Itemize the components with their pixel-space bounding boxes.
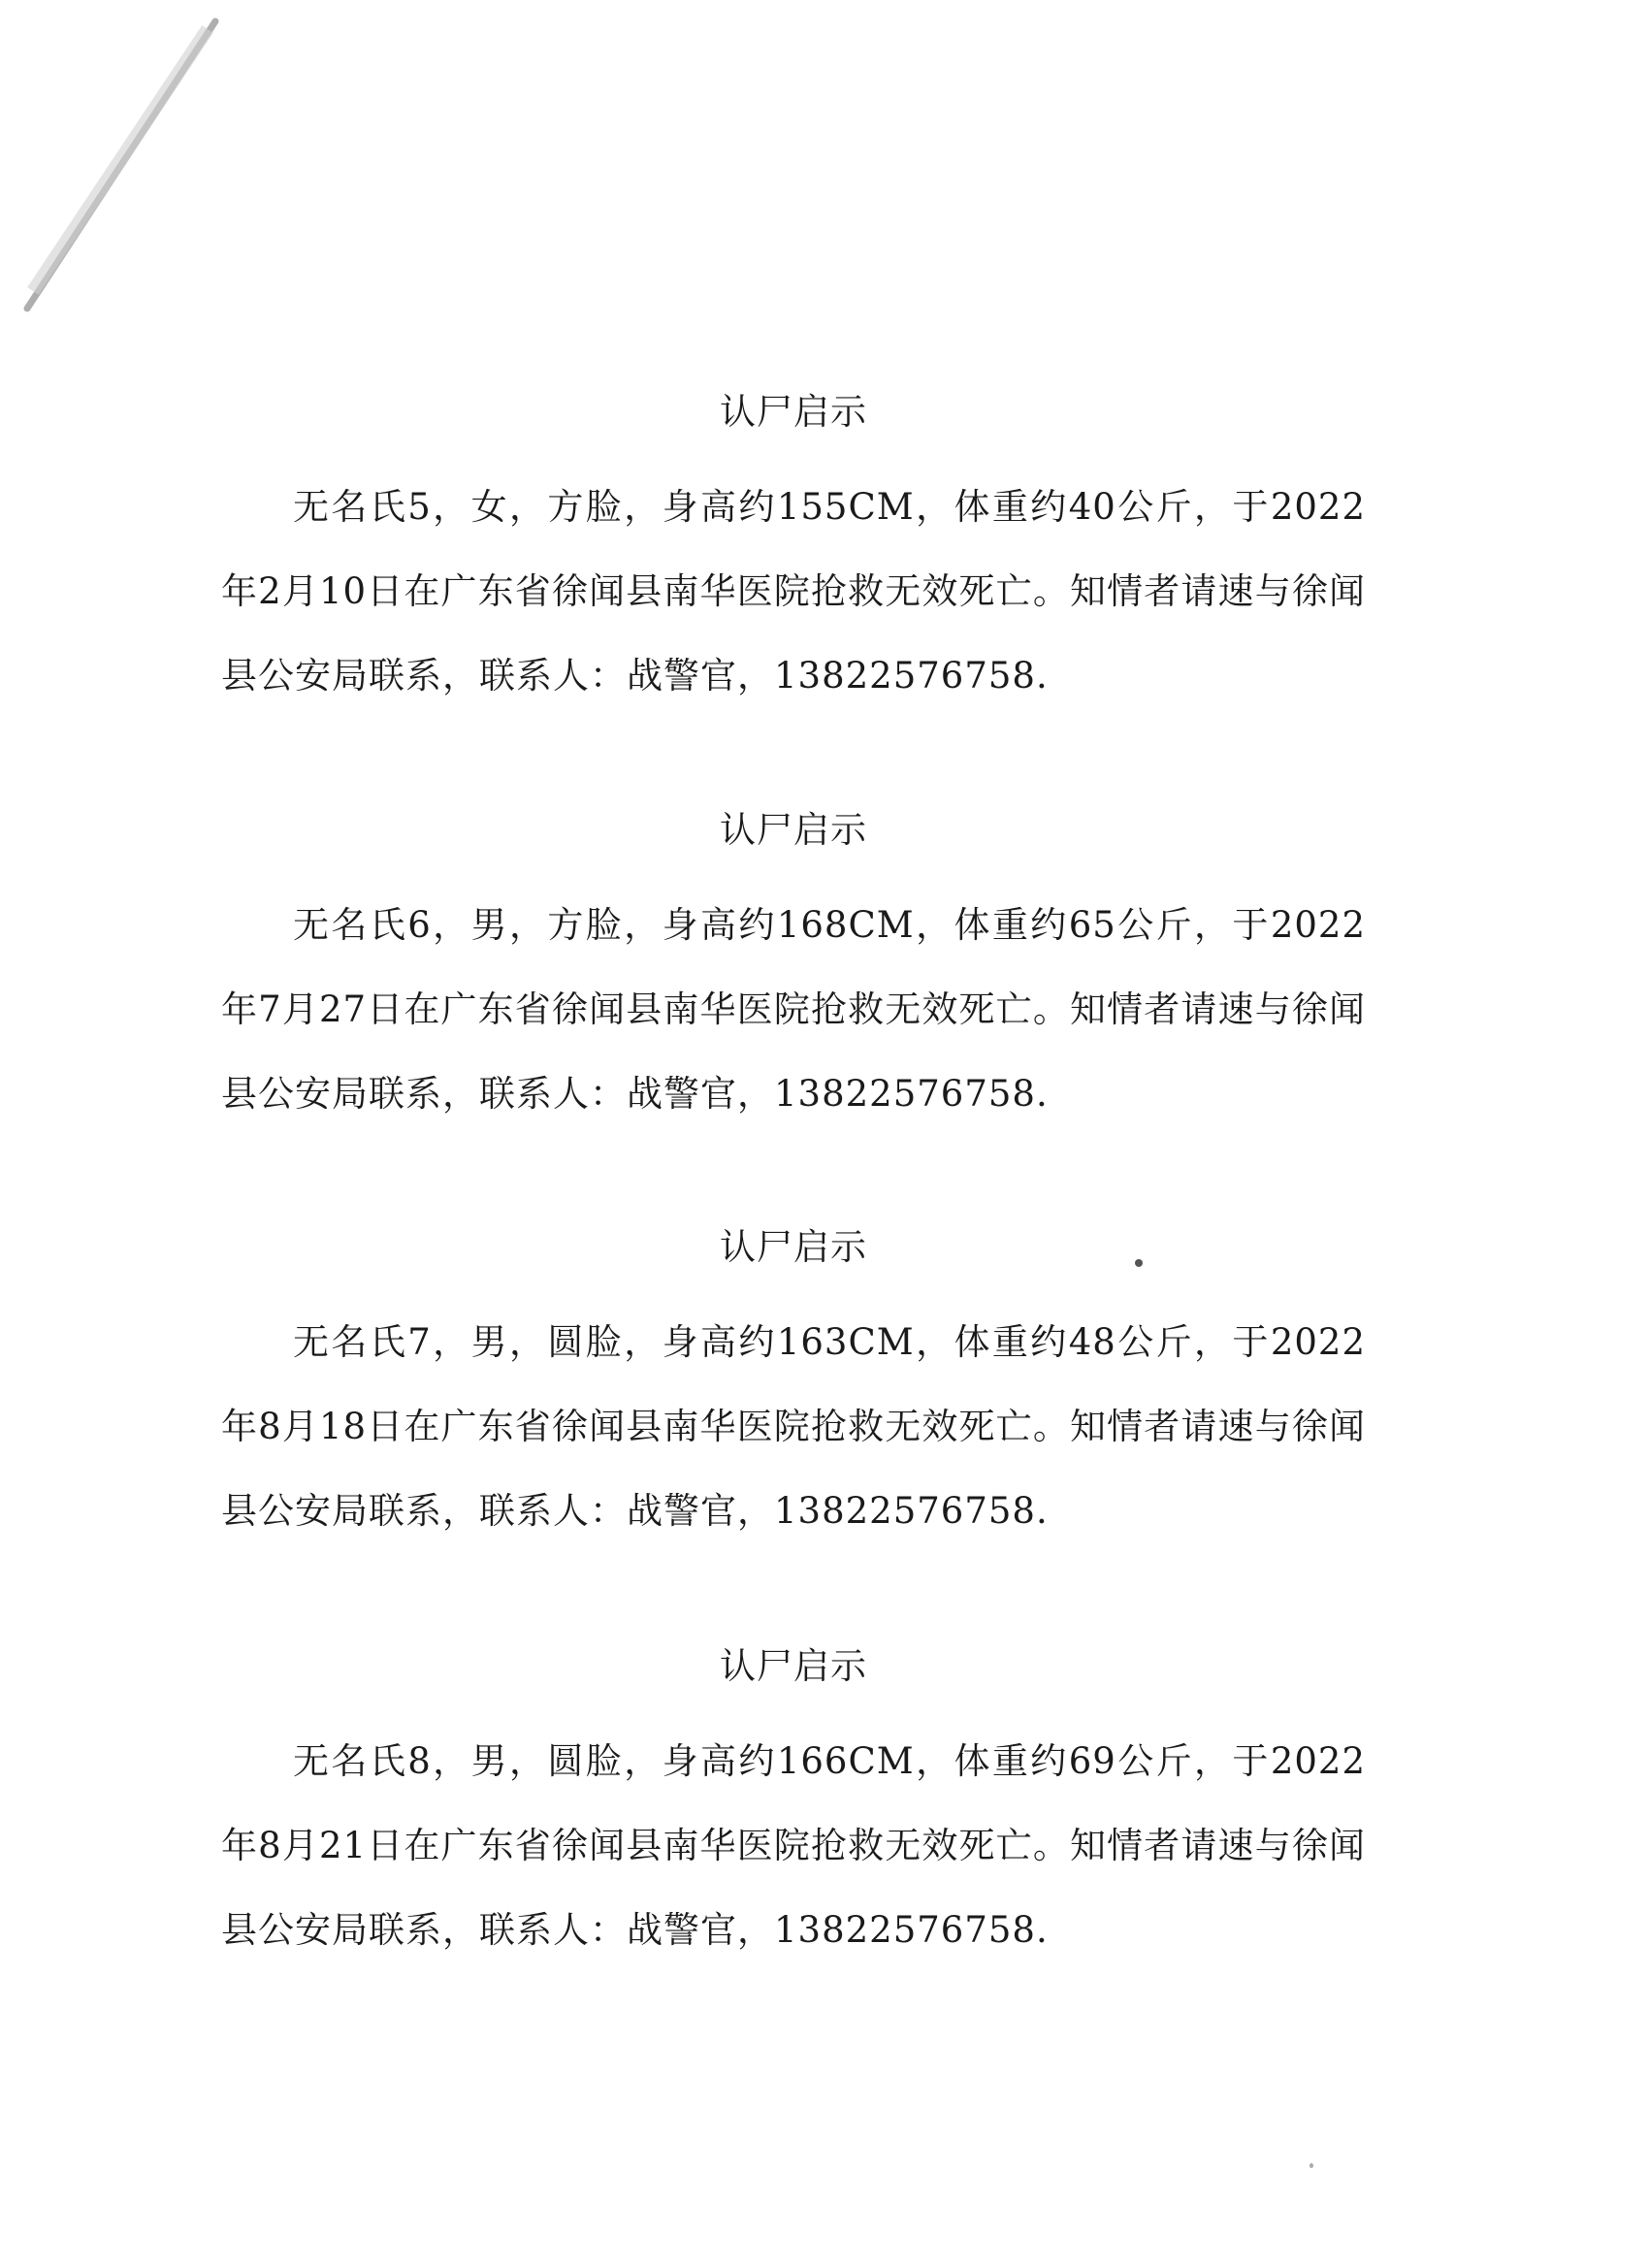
scan-speck (1310, 2163, 1313, 2168)
notice-2 (221, 801, 1366, 1136)
notice-body: 无名氏8，男，圆脸，身高约166CM，体重约69公斤，于2022年8月21日在广东省徐闻县南华医院抢救无效死亡。知情者请速与徐闻县公安局联系，联系人：战警官，13822576758. (221, 1740, 1366, 1951)
scan-speck (1135, 1259, 1143, 1267)
notice-title: 认尸启示 (720, 1645, 867, 1687)
notice-3 (221, 1218, 1366, 1553)
scan-fold-mark (0, 0, 252, 349)
notice-title: 认尸启示 (720, 391, 867, 433)
notice-title: 认尸启示 (720, 1226, 867, 1268)
notice-body: 无名氏7，男，圆脸，身高约163CM，体重约48公斤，于2022年8月18日在广东省徐闻县南华医院抢救无效死亡。知情者请速与徐闻县公安局联系，联系人：战警官，13822576758. (221, 1321, 1366, 1532)
notice-1 (221, 383, 1366, 718)
notice-body: 无名氏5，女，方脸，身高约155CM，体重约40公斤，于2022年2月10日在广东省徐闻县南华医院抢救无效死亡。知情者请速与徐闻县公安局联系，联系人：战警官，13822576758. (221, 486, 1366, 697)
notice-4 (221, 1637, 1366, 1972)
notice-title: 认尸启示 (720, 809, 867, 851)
notice-body: 无名氏6，男，方脸，身高约168CM，体重约65公斤，于2022年7月27日在广东省徐闻县南华医院抢救无效死亡。知情者请速与徐闻县公安局联系，联系人：战警官，13822576758. (221, 904, 1366, 1115)
